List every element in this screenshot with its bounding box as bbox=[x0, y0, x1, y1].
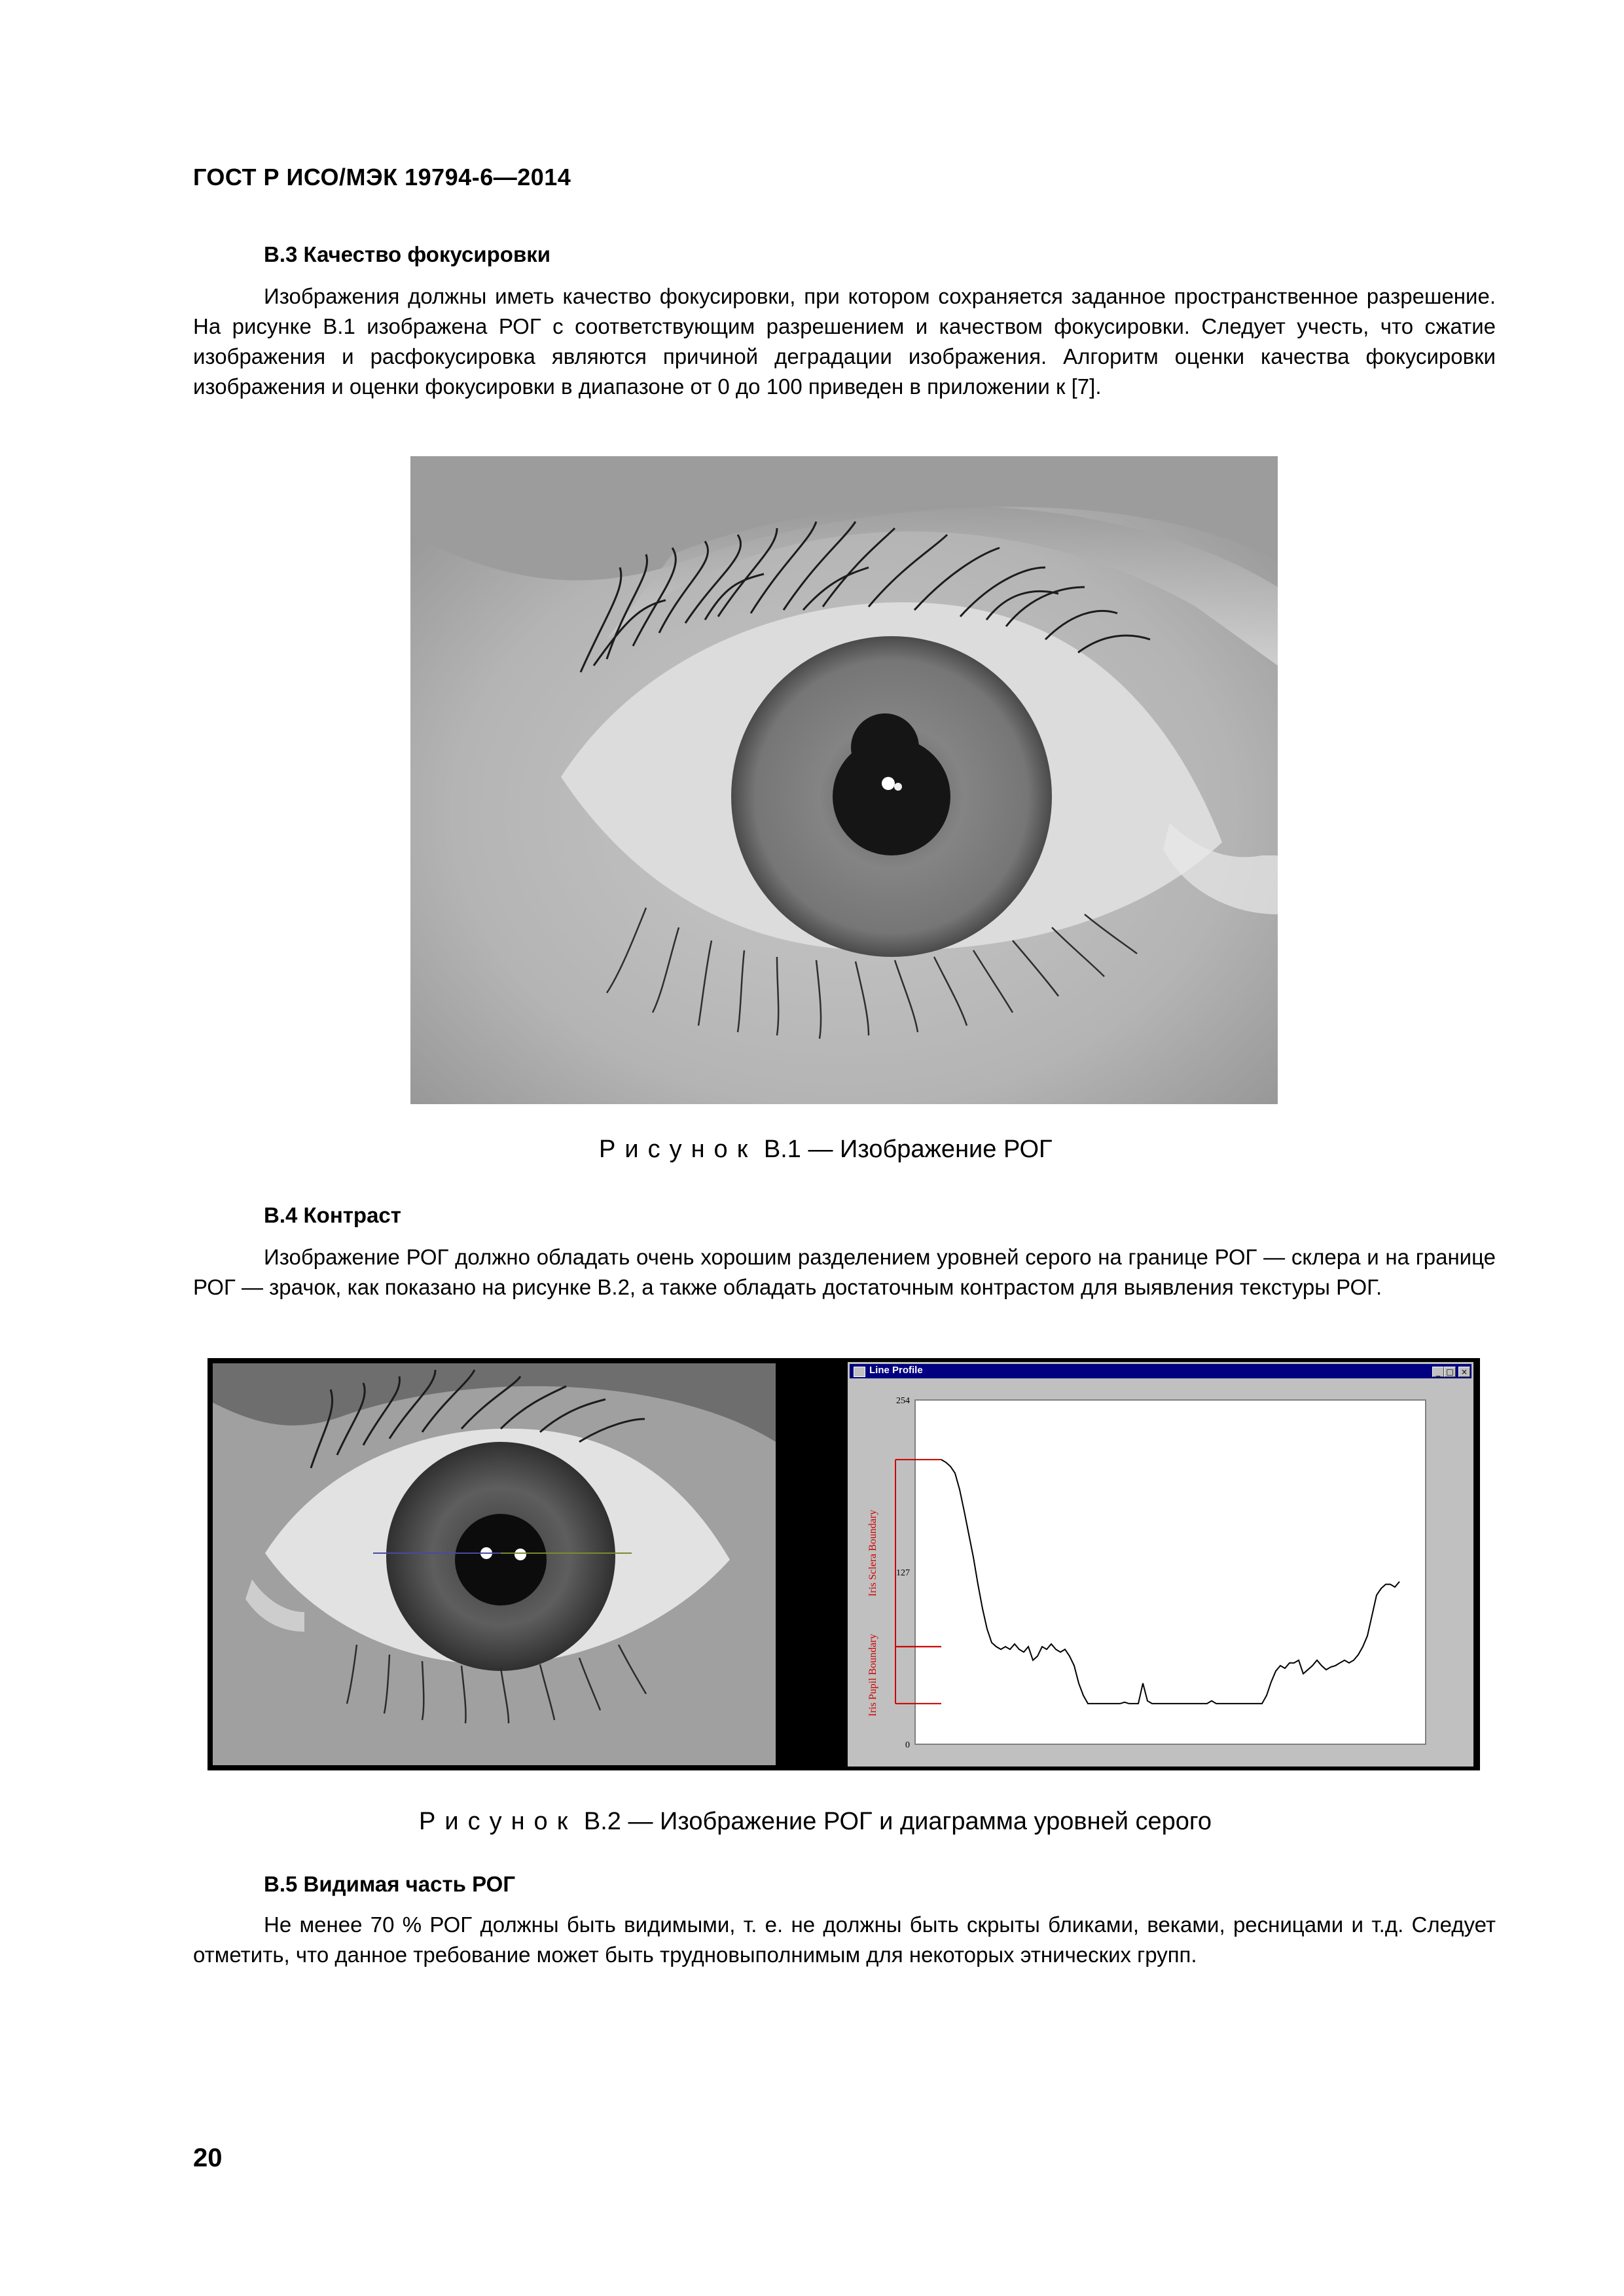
section-b3-text: Изображения должны иметь качество фокусировки, при котором сохраняется заданное пространственное разрешение. На рисунке В.1 изображена РОГ с соответствующим разрешением и качеством фокусировки. Следует учесть, что сжатие изображения и расфокусировка являются причиной деградации изображения. Алгоритм оценки качества фокусировки изображения и оценки фокусировки в диапазоне от 0 до 100 приведен в приложении к [7]. bbox=[193, 284, 1496, 399]
iris-sclera-boundary-label: Iris Sclera Boundary bbox=[867, 1509, 878, 1597]
pupil bbox=[455, 1514, 547, 1605]
figure-b1-caption bbox=[599, 1136, 1053, 1164]
figure-b1-caption-text: В.1 — Изображение РОГ bbox=[757, 1136, 1053, 1163]
app-icon bbox=[854, 1367, 865, 1377]
eye-photo-b1 bbox=[410, 456, 1278, 1104]
minimize-icon[interactable]: _ bbox=[1432, 1367, 1444, 1377]
section-b5-heading: В.5 Видимая часть РОГ bbox=[264, 1872, 516, 1896]
section-b5-paragraph bbox=[193, 1910, 1496, 1970]
y-tick-label: 0 bbox=[905, 1740, 910, 1750]
section-b4-heading: В.4 Контраст bbox=[264, 1203, 401, 1227]
y-tick-label: 254 bbox=[896, 1396, 910, 1406]
document-header: ГОСТ Р ИСО/МЭК 19794-6—2014 bbox=[193, 164, 571, 190]
figure-b2 bbox=[208, 1358, 1480, 1770]
eye-photo-b2 bbox=[213, 1363, 776, 1765]
figure-b2-caption bbox=[419, 1808, 1212, 1836]
window-title: Line Profile bbox=[869, 1365, 923, 1376]
y-tick-label: 127 bbox=[896, 1568, 910, 1578]
window-titlebar[interactable] bbox=[850, 1364, 1471, 1378]
section-b3-paragraph bbox=[193, 281, 1496, 402]
close-icon[interactable]: × bbox=[1458, 1367, 1470, 1377]
figure-b2-caption-prefix: Рисунок bbox=[419, 1808, 577, 1835]
iris-pupil-boundary-label: Iris Pupil Boundary bbox=[867, 1634, 878, 1717]
section-b5-text: Не менее 70 % РОГ должны быть видимыми, т. е. не должны быть скрыты бликами, веками, ресницами и т.д. Следует отметить, что данное требование может быть трудновыполнимым для некоторых этнических групп. bbox=[193, 1912, 1496, 1967]
section-b4-paragraph bbox=[193, 1242, 1496, 1302]
section-b4-text: Изображение РОГ должно обладать очень хорошим разделением уровней серого на границе РОГ — склера и на границе РОГ — зрачок, как показано на рисунке В.2, а также обладать достаточным контрастом для выявления текстуры РОГ. bbox=[193, 1245, 1496, 1299]
line-profile-chart bbox=[850, 1380, 1471, 1764]
maximize-icon[interactable]: □ bbox=[1444, 1367, 1456, 1377]
page-number: 20 bbox=[193, 2144, 223, 2172]
figure-b1-caption-prefix: Рисунок bbox=[599, 1136, 757, 1163]
figure-b2-eye-image bbox=[213, 1363, 776, 1765]
plot-area bbox=[915, 1400, 1426, 1744]
line-profile-window bbox=[848, 1362, 1473, 1767]
section-b3-heading: В.3 Качество фокусировки bbox=[264, 242, 551, 266]
figure-b1-eye-image bbox=[410, 456, 1278, 1104]
figure-b2-caption-text: В.2 — Изображение РОГ и диаграмма уровней серого bbox=[577, 1808, 1212, 1835]
